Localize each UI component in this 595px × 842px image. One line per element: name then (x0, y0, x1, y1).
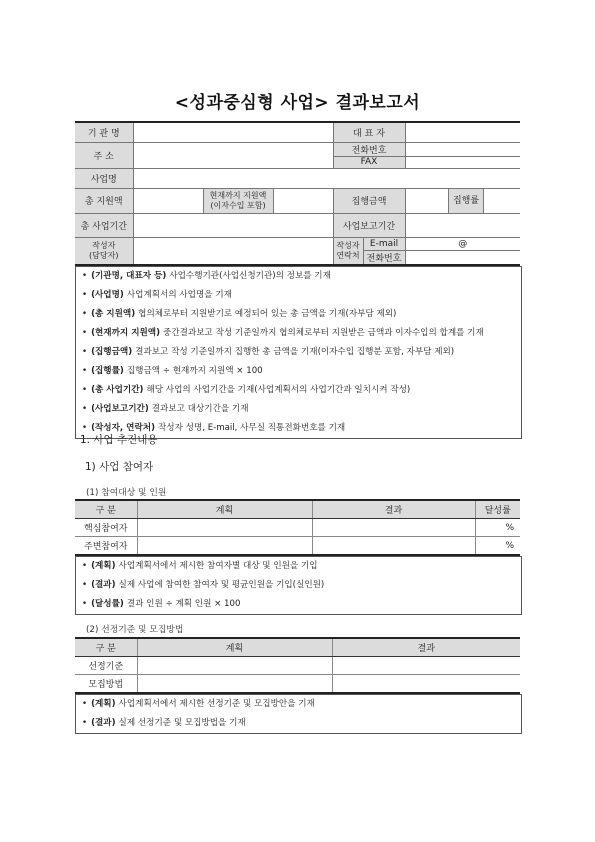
total-period-label: 총 사업기간 (75, 213, 133, 237)
note-key: (결과) (91, 580, 116, 590)
bullet-icon: • (82, 366, 88, 376)
project-name-label: 사업명 (75, 168, 133, 188)
plan-cell[interactable] (137, 675, 332, 694)
note-key: (계획) (91, 699, 116, 709)
note-item (76, 595, 521, 614)
writer-contact-line1: 작성자 (336, 240, 360, 250)
row-label: 핵심참여자 (75, 519, 137, 537)
bullet-icon: • (82, 561, 88, 571)
writer-contact-line2: 연락처 (336, 250, 360, 260)
execution-amount-label: 집행금액 (333, 188, 405, 213)
table-row (75, 519, 520, 537)
note-item (76, 557, 521, 576)
bullet-icon: • (82, 718, 88, 728)
selection-notes-box (75, 694, 522, 734)
address-label: 주 소 (75, 142, 133, 168)
note-key: (집행률) (91, 366, 124, 376)
note-item (76, 305, 521, 324)
selection-table (75, 637, 520, 694)
participants-table (75, 499, 520, 556)
bullet-icon: • (82, 290, 88, 300)
project-name-value[interactable] (133, 168, 520, 188)
work-phone-value[interactable] (405, 250, 520, 265)
table-row (75, 537, 520, 556)
representative-value[interactable] (405, 122, 520, 142)
row-label: 선정기준 (75, 657, 137, 675)
writer-label (75, 237, 133, 265)
note-key: (총 사업기간) (91, 385, 144, 395)
work-phone-label: 전화번호 (363, 250, 405, 265)
note-item (76, 576, 521, 595)
report-period-label: 사업보고기간 (333, 213, 405, 237)
note-key: (결과) (91, 718, 116, 728)
total-support-value[interactable] (133, 188, 203, 213)
note-item (76, 381, 521, 400)
execution-cell (405, 188, 520, 213)
note-key: (총 지원액) (91, 309, 136, 319)
bullet-icon: • (82, 328, 88, 338)
table-row (75, 675, 520, 694)
note-text: 집행금액 ÷ 현재까지 지원액 × 100 (126, 366, 263, 376)
current-support-line2: (이자수입 포함) (210, 200, 266, 210)
summary-table (75, 121, 520, 266)
current-support-line1: 현재까지 지원액 (209, 190, 267, 200)
address-value[interactable] (133, 142, 333, 168)
note-text: 실제 사업에 참여한 참여자 및 평균인원을 기입(실인원) (118, 580, 325, 590)
note-key: (집행금액) (91, 347, 133, 357)
note-text: 사업계획서의 사업명을 기재 (126, 290, 232, 300)
sub-heading-participants: (1) 참여대상 및 인원 (86, 488, 167, 498)
rate-cell[interactable]: % (475, 537, 520, 556)
result-cell[interactable] (332, 675, 520, 694)
note-item (76, 267, 521, 286)
note-text: 해당 사업의 사업기간을 기재(사업계획서의 사업기간과 일치시켜 작성) (146, 385, 411, 395)
plan-cell[interactable] (137, 657, 332, 675)
note-text: 사업계획서에서 제시한 선정기준 및 모집방안을 기재 (118, 699, 315, 709)
note-key: (기관명, 대표자 등) (91, 271, 167, 281)
agency-label: 기 관 명 (75, 122, 133, 142)
execution-amount-value[interactable] (406, 189, 450, 213)
email-value[interactable] (405, 237, 520, 250)
note-item (76, 400, 521, 419)
section-heading: 1. 사업 추진내용 (80, 434, 158, 446)
row-label: 모집방법 (75, 675, 137, 694)
subsection-heading: 1) 사업 참여자 (85, 461, 154, 473)
execution-rate-label: 집행률 (449, 189, 483, 213)
note-text: 결과 인원 ÷ 계획 인원 × 100 (126, 599, 241, 609)
sub-heading-selection: (2) 선정기준 및 모집방법 (86, 625, 184, 635)
header-plan: 계획 (137, 500, 312, 519)
fax-value[interactable] (405, 156, 520, 168)
phone-value[interactable] (405, 142, 520, 156)
note-item (76, 362, 521, 381)
header-category: 구 분 (75, 638, 137, 657)
execution-rate-value[interactable] (483, 189, 520, 213)
row-label: 주변참여자 (75, 537, 137, 556)
bullet-icon: • (82, 404, 88, 414)
bullet-icon: • (82, 699, 88, 709)
bullet-icon: • (82, 309, 88, 319)
at-sign: @ (458, 238, 468, 249)
note-text: 사업계획서에서 제시한 참여자별 대상 및 인원을 기입 (118, 561, 318, 571)
note-text: 결과보고 대상기간을 기재 (151, 404, 249, 414)
writer-contact-label (333, 237, 363, 265)
bullet-icon: • (82, 580, 88, 590)
bullet-icon: • (82, 599, 88, 609)
current-support-label (203, 188, 273, 213)
note-key: (계획) (91, 561, 116, 571)
result-cell[interactable] (332, 657, 520, 675)
fax-label: FAX (333, 156, 405, 168)
bullet-icon: • (82, 423, 88, 433)
header-category: 구 분 (75, 500, 137, 519)
result-cell[interactable] (312, 519, 475, 537)
header-result: 결과 (312, 500, 475, 519)
note-text: 협의체로부터 지원받기로 예정되어 있는 총 금액을 기재(자부담 제외) (138, 309, 397, 319)
table-row (75, 657, 520, 675)
note-item (76, 714, 521, 733)
bullet-icon: • (82, 271, 88, 281)
note-text: 작성자 성명, E-mail, 사무실 직통전화번호를 기재 (158, 423, 346, 433)
plan-cell[interactable] (137, 519, 312, 537)
header-plan: 계획 (137, 638, 332, 657)
result-cell[interactable] (312, 537, 475, 556)
participants-notes-box (75, 556, 522, 615)
plan-cell[interactable] (137, 537, 312, 556)
document-title: <성과중심형 사업> 결과보고서 (174, 93, 421, 113)
writer-value[interactable] (133, 237, 333, 265)
bullet-icon: • (82, 385, 88, 395)
phone-label: 전화번호 (333, 142, 405, 156)
note-key: (현재까지 지원액) (91, 328, 161, 338)
note-item (76, 286, 521, 305)
note-key: (작성자, 연락처) (91, 423, 155, 433)
email-label: E-mail (363, 237, 405, 250)
writer-line2: (담당자) (89, 250, 119, 260)
note-text: 실제 선정기준 및 모집방법을 기재 (118, 718, 246, 728)
note-text: 결과보고 작성 기준일까지 집행한 총 금액을 기재(이자수입 집행분 포함, 자부담 제외) (135, 347, 455, 357)
total-period-value[interactable] (133, 213, 333, 237)
note-item (76, 343, 521, 362)
representative-label: 대 표 자 (333, 122, 405, 142)
header-result: 결과 (332, 638, 520, 657)
header-rate: 달성률 (475, 500, 520, 519)
total-support-label: 총 지원액 (75, 188, 133, 213)
report-period-value[interactable] (405, 213, 520, 237)
note-key: (사업명) (91, 290, 124, 300)
writer-line1: 작성자 (92, 240, 116, 250)
agency-value[interactable] (133, 122, 333, 142)
note-item (76, 324, 521, 343)
note-key: (사업보고기간) (91, 404, 149, 414)
rate-cell[interactable]: % (475, 519, 520, 537)
note-key: (달성률) (91, 599, 124, 609)
note-text: 사업수행기관(사업신청기관)의 정보를 기재 (169, 271, 331, 281)
summary-notes-box (75, 266, 522, 439)
note-item (76, 695, 521, 714)
bullet-icon: • (82, 347, 88, 357)
note-text: 중간결과보고 작성 기준일까지 협의체로부터 지원받은 금액과 이자수입의 합계를 기재 (163, 328, 484, 338)
current-support-value[interactable] (273, 188, 333, 213)
